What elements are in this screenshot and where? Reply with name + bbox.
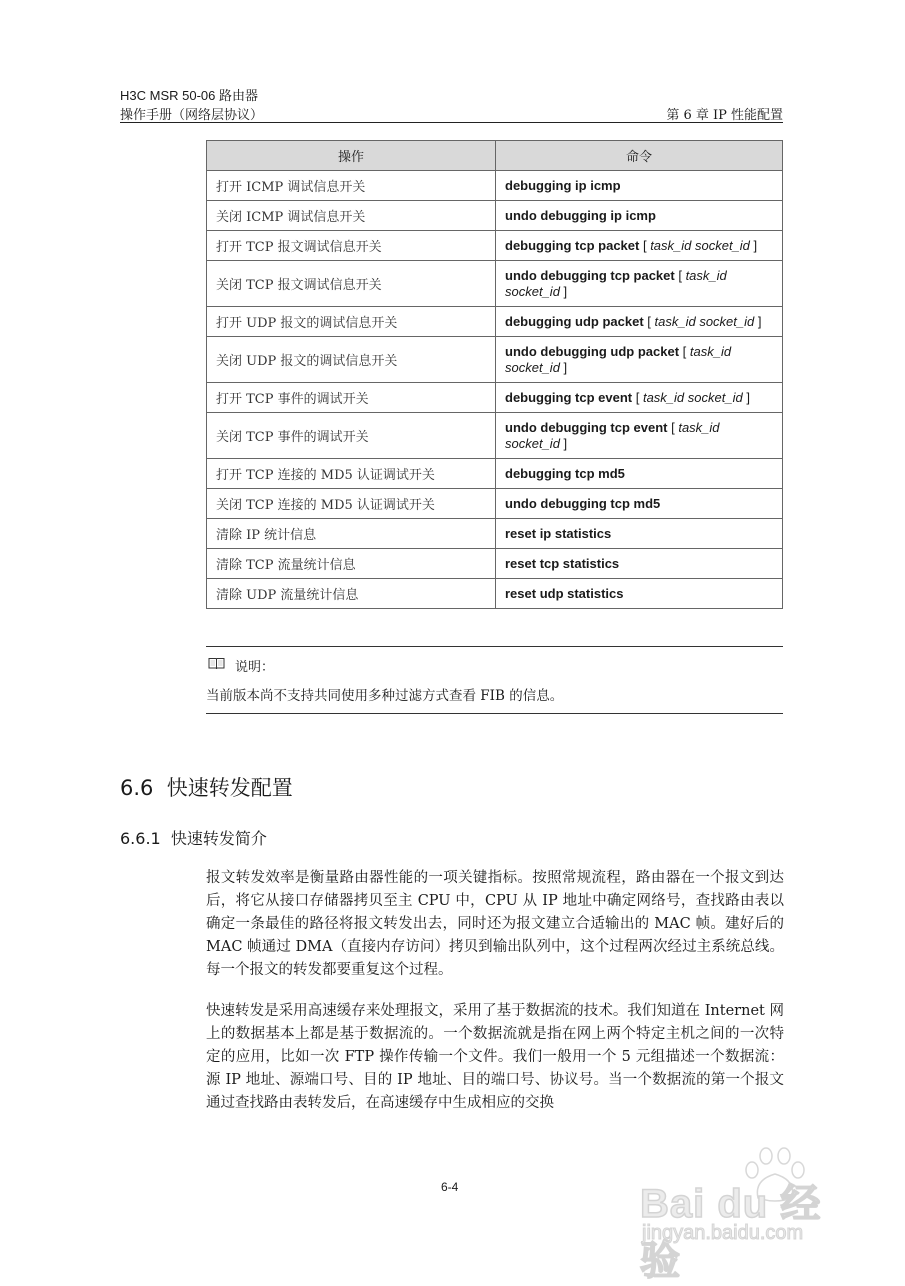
command-keyword: reset tcp statistics (505, 555, 620, 571)
operation-cell: 关闭 ICMP 调试信息开关 (207, 201, 496, 231)
operation-cell: 打开 TCP 连接的 MD5 认证调试开关 (207, 459, 496, 489)
header-product: H3C MSR 50-06 路由器 (120, 88, 258, 103)
operation-cell: 清除 UDP 流量统计信息 (207, 579, 496, 609)
command-keyword: debugging tcp event (505, 389, 633, 405)
command-cell (496, 579, 783, 609)
command-arguments: task_id socket_id (650, 237, 750, 253)
operation-cell: 打开 UDP 报文的调试信息开关 (207, 307, 496, 337)
command-keyword: reset ip statistics (505, 525, 612, 541)
note-heading (208, 656, 274, 675)
operation-cell: 关闭 TCP 连接的 MD5 认证调试开关 (207, 489, 496, 519)
note-title: 说明： (235, 660, 275, 675)
command-arguments: task_id socket_id (505, 267, 727, 299)
command-keyword: reset udp statistics (505, 585, 624, 601)
table-row (207, 549, 783, 579)
command-cell: undo debugging udp packet [ task_id socket_id ] (496, 337, 783, 383)
table-row (207, 413, 783, 459)
table-row (207, 337, 783, 383)
book-icon (208, 657, 225, 674)
section-heading (120, 772, 293, 802)
subsection-title: 快速转发简介 (170, 829, 267, 848)
command-cell: undo debugging tcp packet [ task_id socket_id ] (496, 261, 783, 307)
table-row (207, 579, 783, 609)
paragraph-forwarding-efficiency: 报文转发效率是衡量路由器性能的一项关键指标。按照常规流程，路由器在一个报文到达后，将它从接口存储器拷贝至主 CPU 中，CPU 从 IP 地址中确定网络号，查找路由表以确定一条最佳的路径将报文转发出去，同时还为报文建立合适输出的 MAC 帧。建好后的 MAC 帧通过 DMA（直接内存访问）拷贝到输出队列中，这个过程两次经过主系统总线。每一个报文的转发都要重复这个过程。 (206, 870, 784, 978)
command-arguments: task_id socket_id (505, 419, 720, 451)
command-keyword: undo debugging udp packet (505, 343, 680, 359)
command-arguments: task_id socket_id (505, 343, 732, 375)
note-bottom-rule (206, 713, 783, 714)
command-cell (496, 519, 783, 549)
header-rule (120, 122, 783, 123)
command-keyword: debugging tcp packet (505, 237, 640, 253)
command-cell: debugging tcp event [ task_id socket_id ] (496, 383, 783, 413)
section-number: 6.6 (120, 776, 154, 800)
command-cell (496, 549, 783, 579)
command-cell: undo debugging tcp event [ task_id socket_id ] (496, 413, 783, 459)
operation-cell: 关闭 TCP 报文调试信息开关 (207, 261, 496, 307)
operation-cell: 打开 ICMP 调试信息开关 (207, 171, 496, 201)
operation-cell: 打开 TCP 报文调试信息开关 (207, 231, 496, 261)
operation-cell: 打开 TCP 事件的调试开关 (207, 383, 496, 413)
note-top-rule (206, 646, 783, 647)
column-header-command: 命令 (496, 141, 783, 171)
command-keyword: debugging tcp md5 (505, 465, 625, 481)
command-keyword: debugging udp packet (505, 313, 644, 329)
command-keyword: undo debugging tcp event (505, 419, 668, 435)
baidu-watermark (640, 1150, 855, 1283)
operation-cell: 关闭 UDP 报文的调试信息开关 (207, 337, 496, 383)
table-row (207, 489, 783, 519)
operation-cell: 关闭 TCP 事件的调试开关 (207, 413, 496, 459)
command-keyword: undo debugging ip icmp (505, 207, 656, 223)
subsection-heading (120, 826, 267, 849)
operation-cell: 清除 TCP 流量统计信息 (207, 549, 496, 579)
table-row (207, 231, 783, 261)
command-table (206, 140, 783, 609)
command-cell (496, 171, 783, 201)
table-row (207, 459, 783, 489)
header-manual-title: 操作手册（网络层协议） (120, 108, 264, 123)
table-row (207, 261, 783, 307)
header-chapter: 第 6 章 IP 性能配置 (666, 108, 783, 123)
command-keyword: undo debugging tcp packet (505, 267, 675, 283)
table-row (207, 383, 783, 413)
subsection-number: 6.6.1 (120, 829, 161, 848)
command-arguments: task_id socket_id (654, 313, 755, 329)
table-row (207, 519, 783, 549)
table-row (207, 201, 783, 231)
section-title: 快速转发配置 (166, 776, 293, 800)
command-cell (496, 459, 783, 489)
command-keyword: debugging ip icmp (505, 177, 621, 193)
note-body: 当前版本尚不支持共同使用多种过滤方式查看 FIB 的信息。 (206, 688, 564, 704)
command-cell: debugging tcp packet [ task_id socket_id ] (496, 231, 783, 261)
command-arguments: task_id socket_id (642, 389, 743, 405)
command-keyword: undo debugging tcp md5 (505, 495, 661, 511)
watermark-url: jingyan.baidu.com (642, 1222, 804, 1244)
table-row (207, 171, 783, 201)
table-header-row (207, 141, 783, 171)
table-row (207, 307, 783, 337)
command-cell (496, 489, 783, 519)
command-cell: debugging udp packet [ task_id socket_id ] (496, 307, 783, 337)
paragraph-fast-forwarding: 快速转发是采用高速缓存来处理报文，采用了基于数据流的技术。我们知道在 Internet 网上的数据基本上都是基于数据流的。一个数据流就是指在网上两个特定主机之间的一次特定的应用，比如一次 FTP 操作传输一个文件。我们一般用一个 5 元组描述一个数据流：源 IP 地址、源端口号、目的 IP 地址、目的端口号、协议号。当一个数据流的第一个报文通过查找路由表转发后，在高速缓存中生成相应的交换 (206, 1003, 784, 1111)
table-body (207, 171, 783, 609)
command-cell (496, 201, 783, 231)
watermark-brand: Bai du 经验 (640, 1182, 822, 1283)
column-header-operation: 操作 (207, 141, 496, 171)
operation-cell: 清除 IP 统计信息 (207, 519, 496, 549)
page-number: 6-4 (441, 1180, 459, 1194)
